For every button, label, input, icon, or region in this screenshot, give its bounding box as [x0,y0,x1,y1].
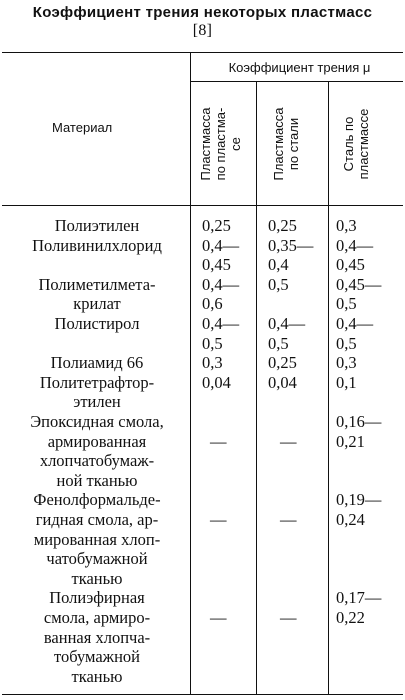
row-material-name: Полиамид 66 [50,353,144,373]
row-c2-value: 0,25 [268,216,297,235]
row-c1-value: 0,4— 0,6 [202,274,240,314]
row-c1-value: — [210,608,227,627]
row-c2-value: 0,5 [268,274,289,294]
table-bottom-rule [2,694,403,695]
row-material-name: Фенолформальде- гидная смола, ар- мированная хлоп- чатобумажной тканью [33,490,161,588]
header-col2: Пластмасса по стали [271,107,301,181]
table-top-rule [2,52,403,53]
row-c1-value: 0,25 [202,216,231,235]
row-c1-value: 0,3 [202,353,223,373]
row-c2-value: 0,25 [268,353,297,373]
row-material-name: Эпоксидная смола, армированная хлопчатобумаж- ной тканью [30,412,164,490]
row-c2-value: 0,04 [268,372,297,392]
row-material-name: Полиэтилен [54,216,140,235]
title-text: Коэффициент трения некоторых пластмасс [32,4,373,21]
header-material: Материал [52,120,113,135]
page-title [0,4,405,40]
row-c3-value: 0,4— 0,45 [336,235,374,275]
row-c3-value: 0,4— 0,5 [336,314,374,353]
row-c1-value: — [210,431,227,451]
row-c1-value: 0,4— 0,45 [202,235,240,275]
header-bottom-rule [2,205,403,206]
row-c1-value: 0,04 [202,372,231,392]
row-c2-value: 0,35— 0,4 [268,235,314,275]
header-group: Коэффициент трения μ [228,60,371,75]
row-c3-value: 0,3 [336,216,357,235]
row-material-name: Полистирол [54,314,140,333]
row-c2-value: — [280,608,297,627]
row-c3-value: 0,16— 0,21 [336,412,382,451]
row-c2-value: — [280,510,297,529]
row-c3-value: 0,17— 0,22 [336,588,382,627]
row-material-name: Поливинилхлорид [32,235,162,255]
header-col3: Сталь по пластмассе [341,108,371,180]
column-divider [190,52,191,694]
row-material-name: Политетрафтор- этилен [39,372,155,412]
row-material-name: Полиэфирная смола, армиро- ванная хлопча- тобумажной тканью [43,588,151,686]
row-c1-value: 0,4— 0,5 [202,314,240,353]
column-divider [328,81,329,694]
row-c2-value: 0,4— 0,5 [268,314,306,353]
row-c3-value: 0,3 [336,353,357,373]
row-material-name: Полиметилмета- крилат [38,274,156,314]
title-reference: [8] [192,22,213,39]
row-c3-value: 0,1 [336,372,357,392]
header-col1: Пластмасса по пластма- се [198,107,243,181]
row-c3-value: 0,45— 0,5 [336,274,382,314]
column-divider [256,81,257,694]
row-c3-value: 0,19— 0,24 [336,490,382,529]
group-header-rule [191,81,403,82]
row-c2-value: — [280,431,297,451]
row-c1-value: — [210,510,227,529]
